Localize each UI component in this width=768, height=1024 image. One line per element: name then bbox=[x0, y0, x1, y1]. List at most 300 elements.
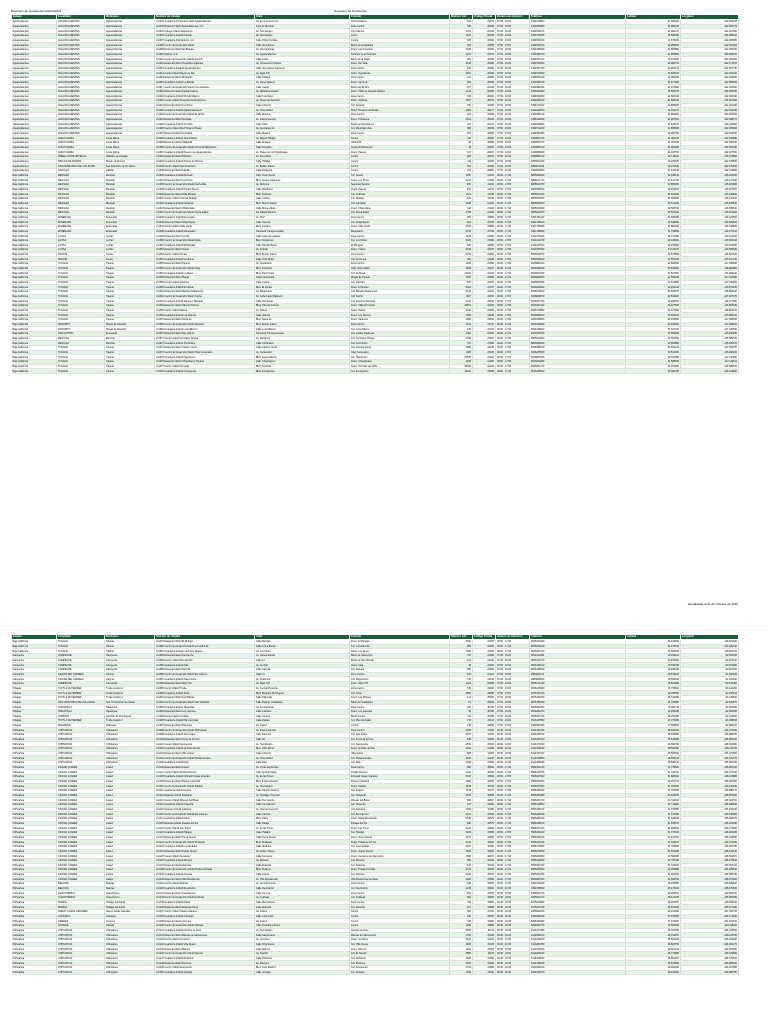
table-cell: 6616120340 bbox=[530, 322, 626, 327]
table-cell: 32107 bbox=[473, 789, 496, 794]
table-cell: 06:00 - 17:00 bbox=[496, 196, 530, 201]
table-cell: 32380 bbox=[473, 844, 496, 849]
table-cell: 6710 bbox=[450, 965, 473, 970]
table-cell: Av. Vicente Guerrero bbox=[255, 807, 350, 812]
table-cell: 06:00 - 17:00 bbox=[496, 858, 530, 863]
table-cell: U-0017 Centro de Desarrollo Infantil Los Girasoles bbox=[155, 85, 255, 90]
table-cell: Zona Centro bbox=[350, 215, 450, 220]
table-cell: Av. Pacheco bbox=[255, 961, 350, 966]
table-cell: 6566264680 bbox=[530, 793, 626, 798]
table-cell: Chihuahua bbox=[105, 942, 155, 947]
table-cell: U-0136 Estancia Infantil Altavista Parral bbox=[155, 905, 255, 910]
table-cell: 6865524780 bbox=[530, 182, 626, 187]
table-cell: Chiapas bbox=[12, 709, 57, 714]
table-cell: Fracc. Indeco bbox=[350, 248, 450, 253]
table-cell: Corral de Barrancos bbox=[350, 145, 450, 150]
table-cell: U-0003 Colegio Infantil Esperanza bbox=[155, 29, 255, 34]
table-cell: Av. López Mateos bbox=[255, 80, 350, 85]
table-cell: Calle Mercaderes bbox=[255, 900, 350, 905]
table-cell: 16.770480 bbox=[626, 719, 681, 724]
table-cell: Col. Libertad bbox=[350, 280, 450, 285]
table-cell: 20907 bbox=[473, 150, 496, 155]
table-cell: Baja California bbox=[12, 350, 57, 355]
table-cell: Chihuahua bbox=[12, 961, 57, 966]
column-header: Colonia bbox=[350, 635, 450, 640]
table-cell: Col. Del Carmen bbox=[350, 812, 450, 817]
table-cell: -106.448960 bbox=[681, 812, 739, 817]
table-cell: 520 bbox=[450, 243, 473, 248]
table-cell: 07:00 - 16:00 bbox=[496, 686, 530, 691]
table-cell: 412 bbox=[450, 695, 473, 700]
table-cell: U-0102 Guardería Infantil Quintas del Sol bbox=[155, 747, 255, 752]
table-cell: TIJUANA bbox=[57, 271, 105, 276]
table-cell: 6566191720 bbox=[530, 798, 626, 803]
table-cell: 32.347740 bbox=[626, 327, 681, 332]
table-cell: 87 bbox=[450, 700, 473, 705]
table-cell: Col. Municipio Libre bbox=[350, 127, 450, 132]
table-cell: Aguascalientes bbox=[12, 89, 57, 94]
table-cell: Jesús María bbox=[105, 150, 155, 155]
table-cell: Zona Centro bbox=[350, 728, 450, 733]
table-cell: 07:00 - 16:00 bbox=[496, 695, 530, 700]
table-cell: 07:00 - 16:00 bbox=[496, 94, 530, 99]
table-cell: Calle Chapultepec bbox=[255, 359, 350, 364]
table-cell: 32.437990 bbox=[626, 308, 681, 313]
table-cell: Av. Independencia bbox=[255, 117, 350, 122]
table-cell: 20000 bbox=[473, 113, 496, 118]
table-cell: 6144265720 bbox=[530, 951, 626, 956]
table-cell: CHIHUAHUA bbox=[57, 956, 105, 961]
table-cell: 06:00 - 17:00 bbox=[496, 640, 530, 645]
table-cell: Delicias bbox=[105, 886, 155, 891]
table-cell: 06:00 - 17:00 bbox=[496, 798, 530, 803]
table-cell: -106.347620 bbox=[681, 877, 739, 882]
table-cell: Campeche bbox=[12, 653, 57, 658]
table-cell: Zona Centro bbox=[350, 66, 450, 71]
table-cell: 20127 bbox=[473, 108, 496, 113]
table-cell: JESUS MARIA bbox=[57, 141, 105, 146]
column-header: Longitud bbox=[681, 15, 739, 20]
table-cell: Aguascalientes bbox=[12, 29, 57, 34]
table-cell: -115.428530 bbox=[681, 201, 739, 206]
table-cell: U-0137 Centro Infantil Casas Grandes bbox=[155, 910, 255, 915]
table-cell: 2420 bbox=[450, 756, 473, 761]
table-cell: 16.736850 bbox=[626, 700, 681, 705]
table-cell: Baja California bbox=[12, 313, 57, 318]
table-cell: Fracc. Las Américas bbox=[350, 47, 450, 52]
table-cell: Calle Palmeras bbox=[255, 695, 350, 700]
table-cell: 22150 bbox=[473, 294, 496, 299]
table-cell: Chihuahua bbox=[12, 816, 57, 821]
table-cell: 6394723180 bbox=[530, 882, 626, 887]
table-cell: 3305 bbox=[450, 313, 473, 318]
table-cell: -115.481680 bbox=[681, 182, 739, 187]
table-cell: 4499135020 bbox=[530, 47, 626, 52]
table-cell: 6646310580 bbox=[530, 308, 626, 313]
table-cell: Juárez bbox=[105, 877, 155, 882]
table-cell: TIJUANA bbox=[57, 345, 105, 350]
table-cell: 20000 bbox=[473, 94, 496, 99]
table-cell: Blvd. Santa Fe bbox=[255, 318, 350, 323]
table-cell: 07:00 - 16:00 bbox=[496, 38, 530, 43]
table-cell: 9636321740 bbox=[530, 714, 626, 719]
table-cell: Zona Centro bbox=[350, 891, 450, 896]
table-cell: 14.906710 bbox=[626, 705, 681, 710]
table-cell: ENSENADA bbox=[57, 229, 105, 234]
table-cell: Ensenada bbox=[105, 331, 155, 336]
table-cell: Villa Residencial del Real bbox=[350, 877, 450, 882]
table-cell: Jesús María bbox=[105, 136, 155, 141]
table-cell: U-0079 Estancia Infantil El Refugio bbox=[155, 640, 255, 645]
table-cell: Calle Río Bravo bbox=[255, 187, 350, 192]
table-cell: Rincón de Romos bbox=[105, 159, 155, 164]
table-cell: Juárez bbox=[105, 770, 155, 775]
table-cell: 4499712220 bbox=[530, 127, 626, 132]
table-cell: Col. Samulá bbox=[350, 667, 450, 672]
table-cell: CIUDAD JUAREZ bbox=[57, 826, 105, 831]
table-cell: -117.036840 bbox=[681, 262, 739, 267]
table-cell: Fracc. Bosques del Prado bbox=[350, 108, 450, 113]
column-header: Calle bbox=[255, 15, 350, 20]
table-cell: U-0106 Estancia Infantil Juárez bbox=[155, 765, 255, 770]
table-cell: U-0039 Guardería Infantil Pueblo Nuevo bbox=[155, 187, 255, 192]
table-cell: 1510 bbox=[450, 789, 473, 794]
table-cell: OJINAGA bbox=[57, 924, 105, 929]
table-cell: -115.417330 bbox=[681, 178, 739, 183]
table-cell: Calle Granjas bbox=[255, 970, 350, 975]
table-cell: Fracc. Pradera Dorada bbox=[350, 868, 450, 873]
table-cell: Juárez bbox=[105, 858, 155, 863]
table-cell: 31.619210 bbox=[626, 840, 681, 845]
table-cell: U-0022 Guardería Infantil Aguascalientes II bbox=[155, 108, 255, 113]
table-cell: 07:00 - 16:00 bbox=[496, 47, 530, 52]
table-cell: -116.964580 bbox=[681, 266, 739, 271]
table-cell: 06:00 - 17:00 bbox=[496, 345, 530, 350]
table-cell: 32670 bbox=[473, 854, 496, 859]
table-cell: 4499169850 bbox=[530, 122, 626, 127]
table-cell: 22190 bbox=[473, 345, 496, 350]
table-cell: 6646297440 bbox=[530, 304, 626, 309]
table-cell: 33800 bbox=[473, 900, 496, 905]
table-cell: 1630 bbox=[450, 854, 473, 859]
table-cell: AGUASCALIENTES bbox=[57, 89, 105, 94]
table-cell: 06:30 - 16:30 bbox=[496, 919, 530, 924]
table-cell: Chihuahua bbox=[105, 728, 155, 733]
table-cell: Chihuahua bbox=[12, 728, 57, 733]
table-cell: 32570 bbox=[473, 872, 496, 877]
table-cell: Calle Venustiano Carranza bbox=[255, 66, 350, 71]
table-cell: Chihuahua bbox=[12, 802, 57, 807]
table-cell: Chiapas bbox=[12, 719, 57, 724]
table-cell: Av. Siglo XXI bbox=[255, 681, 350, 686]
table-cell: Calle Villa Nueva bbox=[255, 942, 350, 947]
table-cell: 304 bbox=[450, 891, 473, 896]
table-cell: 21180 bbox=[473, 206, 496, 211]
table-cell: -102.302590 bbox=[681, 85, 739, 90]
table-cell: U-0091 Estancia Infantil Las Palmas bbox=[155, 695, 255, 700]
table-cell: 6461766610 bbox=[530, 220, 626, 225]
table-cell: U-0033 Guardería Infantil Rincón de Romos bbox=[155, 159, 255, 164]
table-cell: 32040 bbox=[473, 858, 496, 863]
table-cell: 22237 bbox=[473, 285, 496, 290]
table-cell: Fracc. Mármol bbox=[350, 947, 450, 952]
table-cell: 06:00 - 17:00 bbox=[496, 854, 530, 859]
table-cell: Av. Benito Juárez bbox=[255, 164, 350, 169]
table-cell: 115 bbox=[450, 900, 473, 905]
table-cell: 32580 bbox=[473, 793, 496, 798]
table-cell: U-0060 Guardería Infantil El Florido bbox=[155, 285, 255, 290]
table-cell: U-0116 Centro de Desarrollo Infantil Del Carmen bbox=[155, 812, 255, 817]
table-cell: LA PAZ bbox=[57, 243, 105, 248]
table-cell: 6144136790 bbox=[530, 733, 626, 738]
table-cell: Aguascalientes bbox=[105, 20, 155, 25]
table-cell: 24050 bbox=[473, 653, 496, 658]
table-cell: 23000 bbox=[473, 234, 496, 239]
table-cell: Zona Centro bbox=[350, 882, 450, 887]
table-cell: El Manglito bbox=[350, 243, 450, 248]
table-cell: -106.507110 bbox=[681, 863, 739, 868]
table-cell: Blvd. Insurgentes bbox=[255, 369, 350, 374]
table-cell: Chihuahua bbox=[12, 807, 57, 812]
table-cell: 21430 bbox=[473, 257, 496, 262]
table-cell: 224 bbox=[450, 113, 473, 118]
table-cell: 6144171540 bbox=[530, 742, 626, 747]
table-cell: 212 bbox=[450, 658, 473, 663]
table-cell: Aguascalientes bbox=[12, 117, 57, 122]
table-cell: 31.603570 bbox=[626, 821, 681, 826]
table-cell: Blvd. Forjadores bbox=[255, 238, 350, 243]
table-cell: 31530 bbox=[473, 896, 496, 901]
table-cell: 21.865610 bbox=[626, 71, 681, 76]
table-cell: 22206 bbox=[473, 649, 496, 654]
table-cell: CHIHUAHUA bbox=[57, 761, 105, 766]
table-cell: Juárez bbox=[105, 793, 155, 798]
table-cell: 1524 bbox=[450, 224, 473, 229]
table-cell: 29.563190 bbox=[626, 924, 681, 929]
table-cell: Calle Álamos bbox=[255, 313, 350, 318]
table-cell: -116.864210 bbox=[681, 308, 739, 313]
table-cell: 28.615830 bbox=[626, 961, 681, 966]
table-cell: Col. San Felipe bbox=[350, 733, 450, 738]
table-cell: Chihuahua bbox=[12, 882, 57, 887]
table-cell: 6646810730 bbox=[530, 271, 626, 276]
table-cell: 22785 bbox=[473, 220, 496, 225]
table-cell: 22425 bbox=[473, 350, 496, 355]
table-cell: 06:00 - 17:00 bbox=[496, 779, 530, 784]
table-cell: 06:00 - 17:00 bbox=[496, 271, 530, 276]
table-cell: 6566151240 bbox=[530, 765, 626, 770]
table-cell: 21.882300 bbox=[626, 75, 681, 80]
table-cell: 48 bbox=[450, 663, 473, 668]
table-cell: 407 bbox=[450, 150, 473, 155]
table-cell: 07:00 - 16:00 bbox=[496, 113, 530, 118]
table-cell: Chiapas bbox=[12, 714, 57, 719]
table-cell: -115.497870 bbox=[681, 187, 739, 192]
table-cell: U-0095 Centro Infantil Comitán bbox=[155, 714, 255, 719]
table-cell: 32520 bbox=[473, 812, 496, 817]
table-cell: Fracc. Villas de Nuestra Señora bbox=[350, 89, 450, 94]
column-header: Municipio bbox=[105, 15, 155, 20]
table-cell: -102.285920 bbox=[681, 80, 739, 85]
table-cell: Av. Mahatma Gandhi bbox=[255, 89, 350, 94]
table-cell: -106.412340 bbox=[681, 849, 739, 854]
table-cell: U-0092 Centro de Desarrollo Infantil San Cristóbal bbox=[155, 700, 255, 705]
table-cell: Calle Colima bbox=[255, 196, 350, 201]
column-header: Estado bbox=[12, 15, 57, 20]
table-cell: U-0147 Guardería Infantil Robinson bbox=[155, 956, 255, 961]
table-cell: Tijuana bbox=[105, 640, 155, 645]
table-cell: Chihuahua bbox=[12, 970, 57, 975]
table-cell: 6646234120 bbox=[530, 644, 626, 649]
table-cell: Baja California bbox=[12, 649, 57, 654]
table-cell: Calle Nicolás Bravo bbox=[255, 243, 350, 248]
table-cell: Aguascalientes bbox=[12, 38, 57, 43]
table-cell: 4499720876 bbox=[530, 33, 626, 38]
table-cell: 06:30 - 16:30 bbox=[496, 942, 530, 947]
table-cell: 303 bbox=[450, 43, 473, 48]
table-cell: 28.661970 bbox=[626, 956, 681, 961]
table-cell: U-0061 Estancia Infantil Mariano Matamoros bbox=[155, 290, 255, 295]
table-cell: U-0148 Estancia Infantil Pacheco bbox=[155, 961, 255, 966]
table-cell: -102.297730 bbox=[681, 66, 739, 71]
table-cell: Campeche bbox=[105, 663, 155, 668]
table-cell: 22180 bbox=[473, 299, 496, 304]
table-cell: Chihuahua bbox=[12, 877, 57, 882]
table-cell: Av. de las Torres bbox=[255, 826, 350, 831]
table-cell: 20000 bbox=[473, 66, 496, 71]
table-cell: -90.531960 bbox=[681, 663, 739, 668]
table-cell: 19.832180 bbox=[626, 667, 681, 672]
table-cell: 6144234960 bbox=[530, 947, 626, 952]
table-cell: 9626261830 bbox=[530, 705, 626, 710]
table-cell: -106.462750 bbox=[681, 844, 739, 849]
table-cell: Fracc. Juárez Nuevo bbox=[350, 849, 450, 854]
table-cell: Campeche bbox=[12, 677, 57, 682]
table-cell: Baja California bbox=[12, 262, 57, 267]
table-cell: Aguascalientes bbox=[12, 169, 57, 174]
table-cell: Av. de las Torres bbox=[255, 775, 350, 780]
table-cell: 6566337210 bbox=[530, 826, 626, 831]
table-cell: 21120 bbox=[473, 187, 496, 192]
table-cell: 06:00 - 17:00 bbox=[496, 304, 530, 309]
table-cell: 06:00 - 17:00 bbox=[496, 220, 530, 225]
table-cell: U-0081 Guardería Infantil Los Pinos Tijuana bbox=[155, 649, 255, 654]
table-cell: 06:00 - 17:00 bbox=[496, 789, 530, 794]
table-cell: 06:00 - 17:00 bbox=[496, 173, 530, 178]
table-cell: 06:00 - 17:00 bbox=[496, 775, 530, 780]
table-cell: Av. Central Oriente bbox=[255, 882, 350, 887]
table-cell: 24115 bbox=[473, 677, 496, 682]
table-cell: 22000 bbox=[473, 262, 496, 267]
table-cell: 28.412130 bbox=[626, 896, 681, 901]
table-cell: -106.047680 bbox=[681, 965, 739, 970]
table-cell: CHIHUAHUA bbox=[57, 933, 105, 938]
table-cell: 21.881370 bbox=[626, 66, 681, 71]
table-cell: 4499180010 bbox=[530, 43, 626, 48]
table-cell: 6144106630 bbox=[530, 747, 626, 752]
table-cell: 6566139280 bbox=[530, 858, 626, 863]
table-cell: 33860 bbox=[473, 905, 496, 910]
table-cell: U-0055 Estancia Infantil Tijuana bbox=[155, 262, 255, 267]
table-cell: Tijuana bbox=[105, 313, 155, 318]
table-cell: Carretera Transpeninsular bbox=[255, 331, 350, 336]
table-cell: 06:00 - 17:00 bbox=[496, 364, 530, 369]
table-cell: -102.305150 bbox=[681, 89, 739, 94]
table-cell: U-0119 Centro Infantil Las Torres bbox=[155, 826, 255, 831]
table-cell: Aguascalientes bbox=[12, 141, 57, 146]
table-cell: Aguascalientes bbox=[12, 24, 57, 29]
table-cell: Campeche bbox=[105, 658, 155, 663]
table-cell: Col. Altavista bbox=[350, 905, 450, 910]
table-cell: Chihuahua bbox=[12, 747, 57, 752]
table-cell: Juárez bbox=[105, 798, 155, 803]
table-cell: U-0067 Estancia Infantil Santa Fe bbox=[155, 318, 255, 323]
table-cell: 380 bbox=[450, 215, 473, 220]
table-cell: 06:00 - 17:00 bbox=[496, 793, 530, 798]
table-cell: -117.046590 bbox=[681, 327, 739, 332]
table-cell: Fracc. Terrazas del Valle bbox=[350, 364, 450, 369]
table-cell: -106.101370 bbox=[681, 756, 739, 761]
table-cell: -110.312480 bbox=[681, 234, 739, 239]
table-cell: -102.298770 bbox=[681, 117, 739, 122]
table-cell: AGUASCALIENTES bbox=[57, 122, 105, 127]
table-cell: Mexicali bbox=[105, 192, 155, 197]
table-cell: 118 bbox=[450, 159, 473, 164]
table-cell: Col. Anáhuac bbox=[350, 192, 450, 197]
table-cell: 2370 bbox=[450, 868, 473, 873]
table-cell: 2630 bbox=[450, 942, 473, 947]
table-cell: 4499144660 bbox=[530, 117, 626, 122]
table-cell: Col. Cacho bbox=[350, 294, 450, 299]
table-cell: 30.559380 bbox=[626, 331, 681, 336]
table-cell: Centro bbox=[350, 910, 450, 915]
table-cell: 07:00 - 16:00 bbox=[496, 75, 530, 80]
table-cell: 31.662340 bbox=[626, 872, 681, 877]
table-cell: Col. Anapra bbox=[350, 789, 450, 794]
table-cell: 29050 bbox=[473, 691, 496, 696]
table-cell: 9818171230 bbox=[530, 681, 626, 686]
table-cell: 21100 bbox=[473, 173, 496, 178]
table-cell: Chihuahua bbox=[12, 858, 57, 863]
table-cell: Chihuahua bbox=[105, 751, 155, 756]
table-cell: 06:00 - 17:00 bbox=[496, 294, 530, 299]
table-cell: 21.882480 bbox=[626, 20, 681, 25]
table-cell: -106.381690 bbox=[681, 779, 739, 784]
table-cell: Fracc. Kalá bbox=[350, 663, 450, 668]
table-cell: Baja California bbox=[12, 359, 57, 364]
table-cell: Calle Comonfort bbox=[255, 914, 350, 919]
table-cell: U-0038 Centro de Desarrollo Infantil Cachanilla bbox=[155, 182, 255, 187]
table-cell: 32.495350 bbox=[626, 299, 681, 304]
table-cell: 06:30 - 16:30 bbox=[496, 970, 530, 975]
table-cell: 6255822740 bbox=[530, 891, 626, 896]
table-cell: 4499157310 bbox=[530, 57, 626, 62]
table-cell: 821 bbox=[450, 220, 473, 225]
table-cell: Calle Lucio Blanco bbox=[255, 327, 350, 332]
table-cell: 07:00 - 16:00 bbox=[496, 24, 530, 29]
table-cell: -91.813040 bbox=[681, 677, 739, 682]
table-cell: La Paz bbox=[105, 238, 155, 243]
table-cell: Palenque bbox=[105, 723, 155, 728]
column-header: Localidad bbox=[57, 635, 105, 640]
column-header: Horario de Atención bbox=[496, 635, 530, 640]
table-cell: Tijuana bbox=[105, 262, 155, 267]
table-cell: 21160 bbox=[473, 196, 496, 201]
table-cell: Chihuahua bbox=[105, 933, 155, 938]
table-cell: Circunvalación bbox=[350, 20, 450, 25]
table-cell: 6566302560 bbox=[530, 854, 626, 859]
table-cell: Centro bbox=[350, 919, 450, 924]
